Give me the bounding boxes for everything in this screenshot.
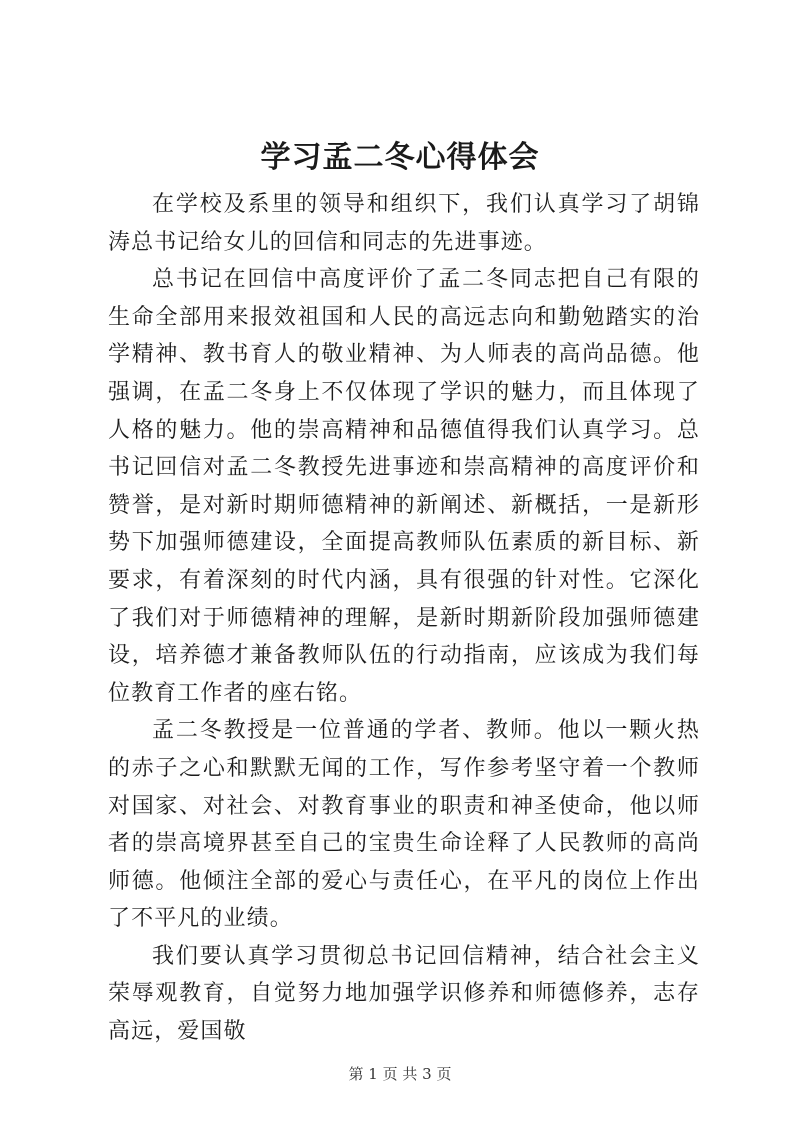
paragraph-4: 我们要认真学习贯彻总书记回信精神，结合社会主义荣辱观教育，自觉努力地加强学识修养和师德修养，志存高远，爱国敬 [108,943,700,1045]
document-title: 学习孟二冬心得体会 [260,140,540,175]
paragraph-3: 孟二冬教授是一位普通的学者、教师。他以一颗火热的赤子之心和默默无闻的工作，写作参考坚守着一个教师对国家、对社会、对教育事业的职责和神圣使命，他以师者的崇高境界甚至自己的宝贵生命诠释了人民教师的高尚师德。他倾注全部的爱心与责任心，在平凡的岗位上作出了不平凡的业绩。 [108,718,700,932]
paragraph-1: 在学校及系里的领导和组织下，我们认真学习了胡锦涛总书记给女儿的回信和同志的先进事迹。 [108,192,700,255]
document-body [108,186,700,1051]
page-number-footer: 第 1 页 共 3 页 [348,1065,452,1083]
paragraph-2: 总书记在回信中高度评价了孟二冬同志把自己有限的生命全部用来报效祖国和人民的高远志向和勤勉踏实的治学精神、教书育人的敬业精神、为人师表的高尚品德。他强调，在孟二冬身上不仅体现了学识的魅力，而且体现了人格的魅力。他的崇高精神和品德值得我们认真学习。总书记回信对孟二冬教授先进事迹和崇高精神的高度评价和赞誉，是对新时期师德精神的新阐述、新概括，一是新形势下加强师德建设，全面提高教师队伍素质的新目标、新要求，有着深刻的时代内涵，具有很强的针对性。它深化了我们对于师德精神的理解，是新时期新阶段加强师德建设，培养德才兼备教师队伍的行动指南，应该成为我们每位教育工作者的座右铭。 [108,267,700,706]
